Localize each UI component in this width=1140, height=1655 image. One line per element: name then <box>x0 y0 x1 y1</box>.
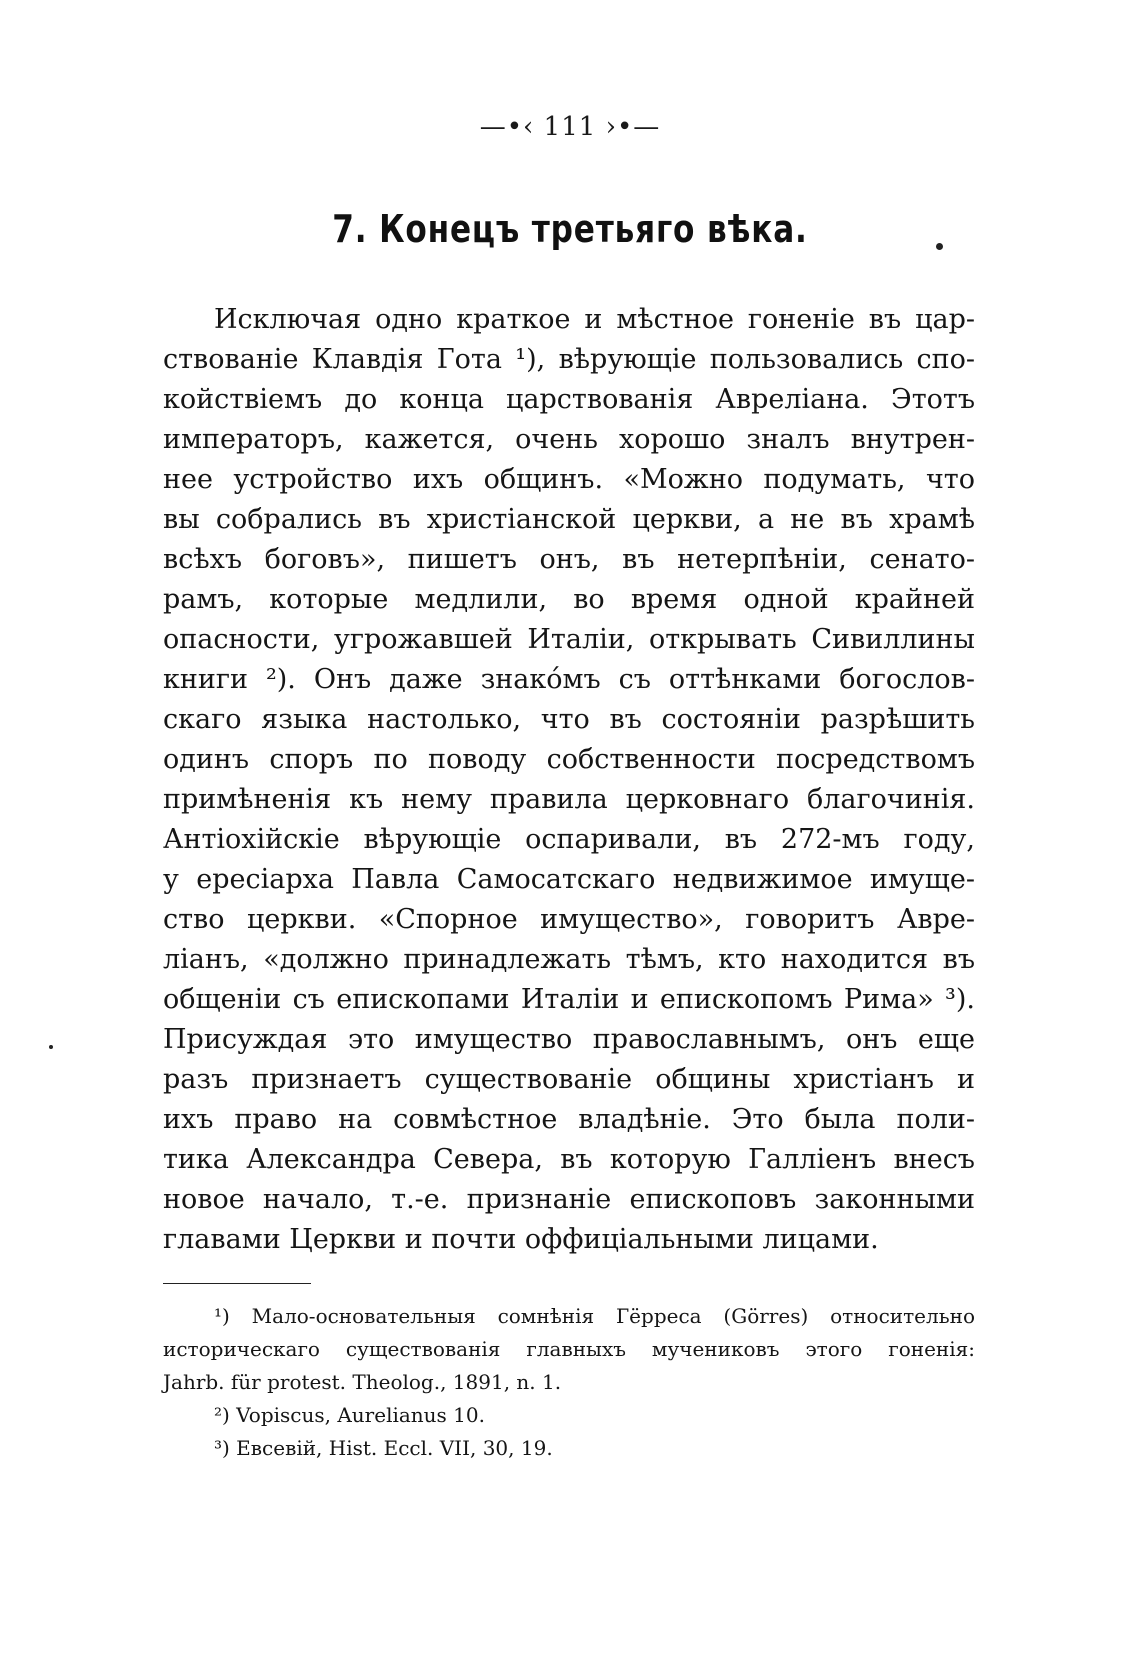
text-line: опасности, угрожавшей Италіи, открывать Сивиллины <box>163 624 975 655</box>
text-line: вы собрались въ христіанской церкви, а не въ храмѣ <box>163 504 975 535</box>
text-line: ство церкви. «Спорное имущество», говоритъ Авре- <box>163 904 975 935</box>
page-number: —•‹ 111 ›•— <box>479 112 661 142</box>
text-line: императоръ, кажется, очень хорошо зналъ внутрен- <box>163 424 975 455</box>
text-line: всѣхъ боговъ», пишетъ онъ, въ нетерпѣніи, сенато- <box>163 544 975 575</box>
text-line: одинъ споръ по поводу собственности посредствомъ <box>163 744 975 775</box>
footnote-line: историческаго существованія главныхъ мучениковъ этого гоненія: <box>163 1337 975 1361</box>
text-line: ихъ право на совмѣстное владѣніе. Это была поли- <box>163 1104 975 1135</box>
text-line: скаго языка настолько, что въ состояніи разрѣшить <box>163 704 975 735</box>
footnote-line: Jahrb. für protest. Theolog., 1891, n. 1. <box>163 1370 562 1394</box>
text-line: примѣненія къ нему правила церковнаго благочинія. <box>163 784 975 815</box>
text-line: у ересіарха Павла Самосатскаго недвижимое имуще- <box>163 864 975 895</box>
text-line: главами Церкви и почти оффиціальными лицами. <box>163 1224 879 1255</box>
text-line: нее устройство ихъ общинъ. «Можно подумать, что <box>163 464 975 495</box>
text-line: общеніи съ епископами Италіи и епископомъ Рима» ³). <box>163 984 975 1015</box>
ink-speck <box>936 243 943 250</box>
body-text <box>163 300 975 1260</box>
text-line: койствіемъ до конца царствованія Авреліана. Этотъ <box>163 384 975 415</box>
footnote-line: ¹) Мало-основательныя сомнѣнія Гёрреса (Görres) относительно <box>214 1304 975 1328</box>
text-line: тика Александра Севера, въ которую Галліенъ внесъ <box>163 1144 975 1175</box>
footnote-line: ²) Vopiscus, Aurelianus 10. <box>214 1403 485 1427</box>
ink-speck <box>49 1045 53 1049</box>
text-line: разъ признаетъ существованіе общины христіанъ и <box>163 1064 975 1095</box>
text-line: ствованіе Клавдія Гота ¹), вѣрующіе пользовались спо- <box>163 344 975 375</box>
text-line: новое начало, т.-е. признаніе епископовъ законными <box>163 1184 975 1215</box>
chapter-title: 7. Конецъ третьяго вѣка. <box>332 207 808 251</box>
text-line: Антіохійскіе вѣрующіе оспаривали, въ 272-мъ году, <box>163 824 975 855</box>
text-line: Присуждая это имущество православнымъ, онъ еще <box>163 1024 975 1055</box>
text-line: книги ²). Онъ даже знакóмъ съ оттѣнками богослов- <box>163 664 975 695</box>
footnotes <box>163 1300 975 1465</box>
text-line: рамъ, которые медлили, во время одной крайней <box>163 584 975 615</box>
text-line: ліанъ, «должно принадлежать тѣмъ, кто находится въ <box>163 944 975 975</box>
footnote-line: ³) Евсевій, Hist. Eccl. VII, 30, 19. <box>214 1436 553 1460</box>
footnote-divider <box>163 1283 311 1284</box>
text-line: Исключая одно краткое и мѣстное гоненіе въ цар- <box>214 304 975 335</box>
